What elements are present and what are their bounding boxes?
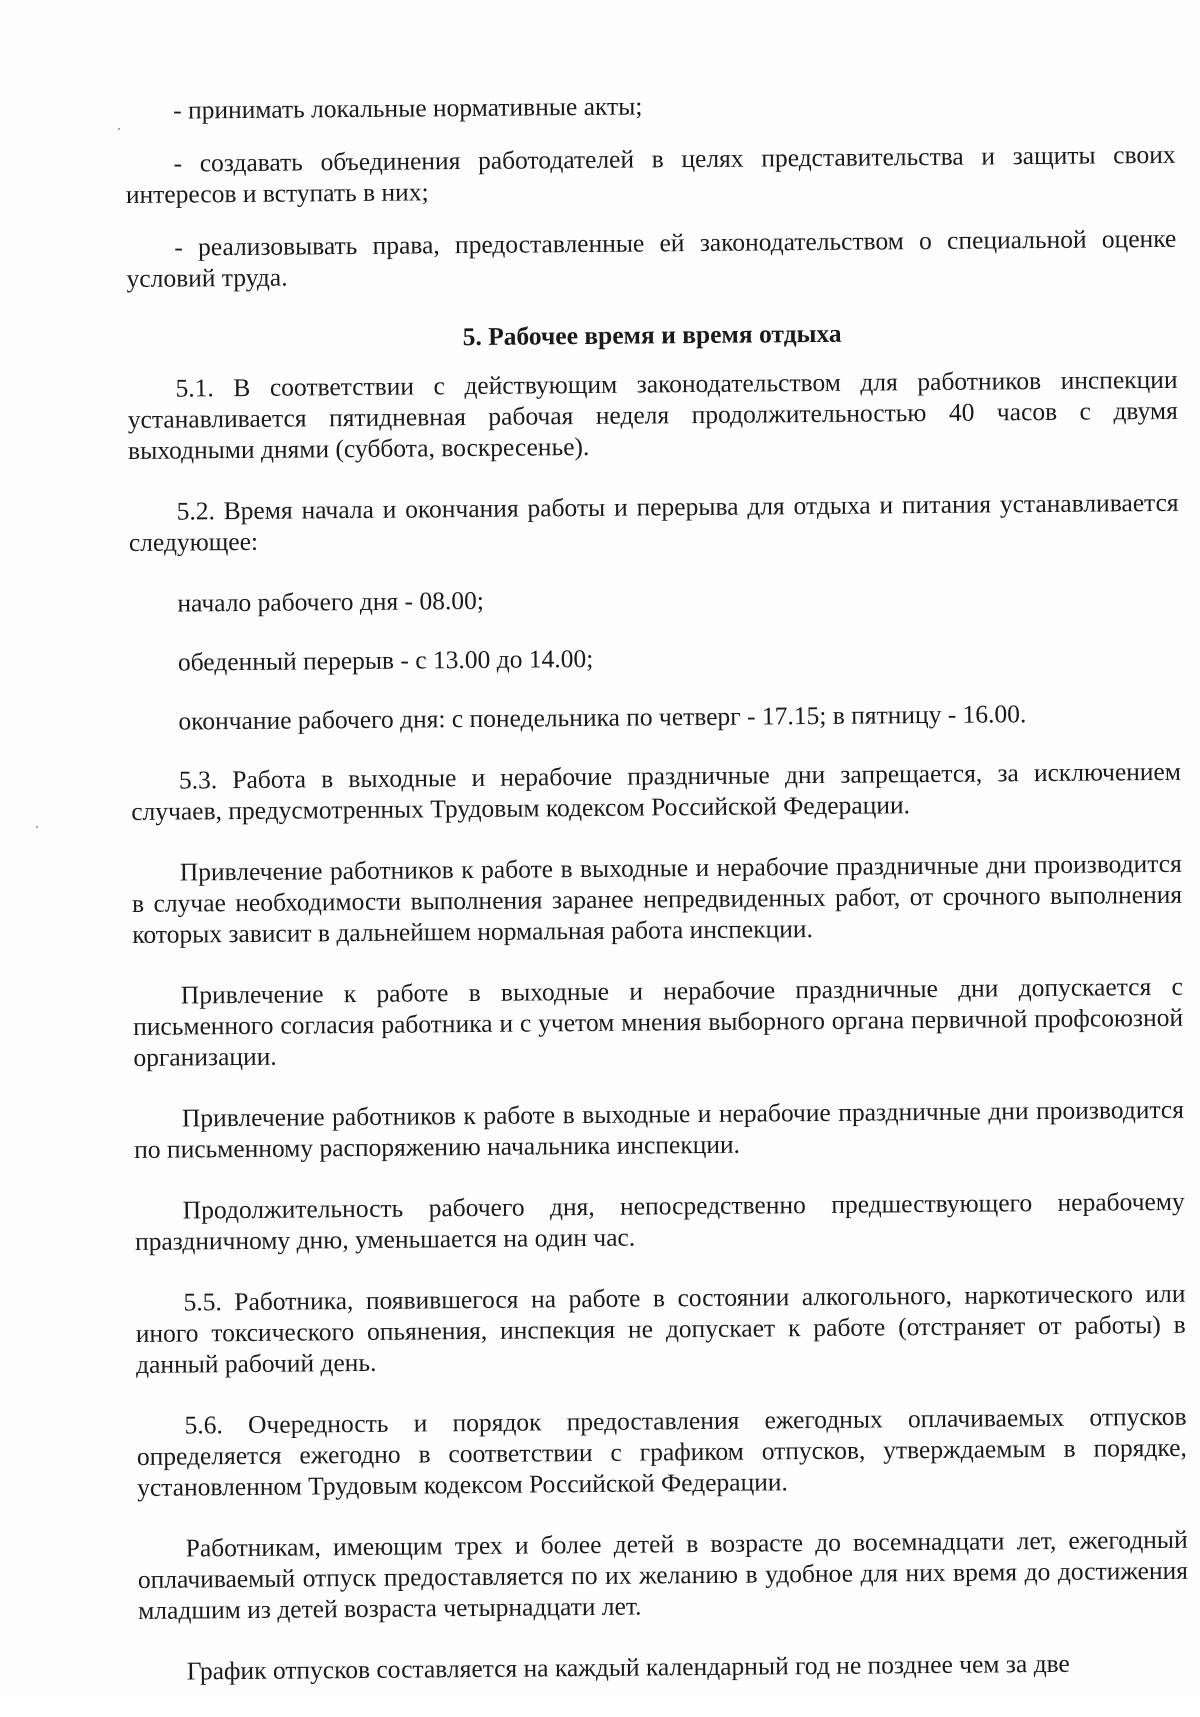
paragraph-involvement-3: Привлечение работников к работе в выходные и нерабочие праздничные дни производится по письменному распоряжению начальника инспекции. — [134, 1094, 1185, 1164]
section-heading: 5. Рабочее время и время отдыха — [462, 318, 842, 352]
list-item-local-acts: - принимать локальные нормативные акты; — [173, 91, 643, 125]
paragraph-large-families: Работникам, имеющим трех и более детей в возрасте до восемнадцати лет, ежегодный оплачиваемый отпуск предоставляется по их желанию в удобное для них время до достижения младшим из детей возраста четырнадцати лет. — [137, 1524, 1189, 1625]
schedule-start: начало рабочего дня - 08.00; — [177, 585, 484, 618]
scan-speck — [36, 826, 38, 828]
list-item-special-assessment: - реализовывать права, предоставленные ей законодательством о специальной оценке условий труда. — [126, 223, 1177, 293]
paragraph-5-6: 5.6. Очередность и порядок предоставления ежегодных оплачиваемых отпусков определяется ежегодно в соответствии с графиком отпусков, утверждаемым в порядке, установленном Трудовым кодексом Российской Федерации. — [136, 1401, 1187, 1502]
paragraph-5-3: 5.3. Работа в выходные и нерабочие праздничные дни запрещается, за исключением случаев, предусмотренных Трудовым кодексом Российской Федерации. — [131, 756, 1182, 826]
list-item-employers-unions: - создавать объединения работодателей в целях представительства и защиты своих интересов и вступать в них; — [125, 139, 1176, 209]
paragraph-5-2: 5.2. Время начала и окончания работы и перерыва для отдыха и питания устанавливается следующее: — [128, 487, 1179, 557]
scan-speck — [118, 128, 120, 130]
paragraph-vacation-schedule: График отпусков составляется на каждый календарный год не позднее чем за две — [186, 1648, 1070, 1686]
paragraph-involvement-2: Привлечение к работе в выходные и нерабочие праздничные дни допускается с письменного согласия работника и с учетом мнения выборного органа первичной профсоюзной организации. — [133, 971, 1184, 1072]
schedule-lunch: обеденный перерыв - с 13.00 до 14.00; — [177, 643, 594, 677]
paragraph-5-5: 5.5. Работника, появившегося на работе в состоянии алкогольного, наркотического или иного токсического опьянения, инспекция не допускает к работе (отстраняет от работы) в данный рабочий день. — [135, 1278, 1186, 1379]
paragraph-5-1: 5.1. В соответствии с действующим законодательством для работников инспекции устанавливается пятидневная рабочая неделя продолжительностью 40 часов с двумя выходными днями (суббота, воскресенье). — [127, 364, 1178, 465]
paragraph-preholiday: Продолжительность рабочего дня, непосредственно предшествующего нерабочему праздничному дню, уменьшается на один час. — [134, 1186, 1185, 1256]
paragraph-involvement-1: Привлечение работников к работе в выходные и нерабочие праздничные дни производится в случае необходимости выполнения заранее непредвиденных работ, от срочного выполнения которых зависит в дальнейшем нормальная работа инспекции. — [131, 848, 1183, 949]
document-body — [125, 86, 1189, 1717]
schedule-end: окончание рабочего дня: с понедельника по четверг - 17.15; в пятницу - 16.00. — [178, 699, 1027, 736]
